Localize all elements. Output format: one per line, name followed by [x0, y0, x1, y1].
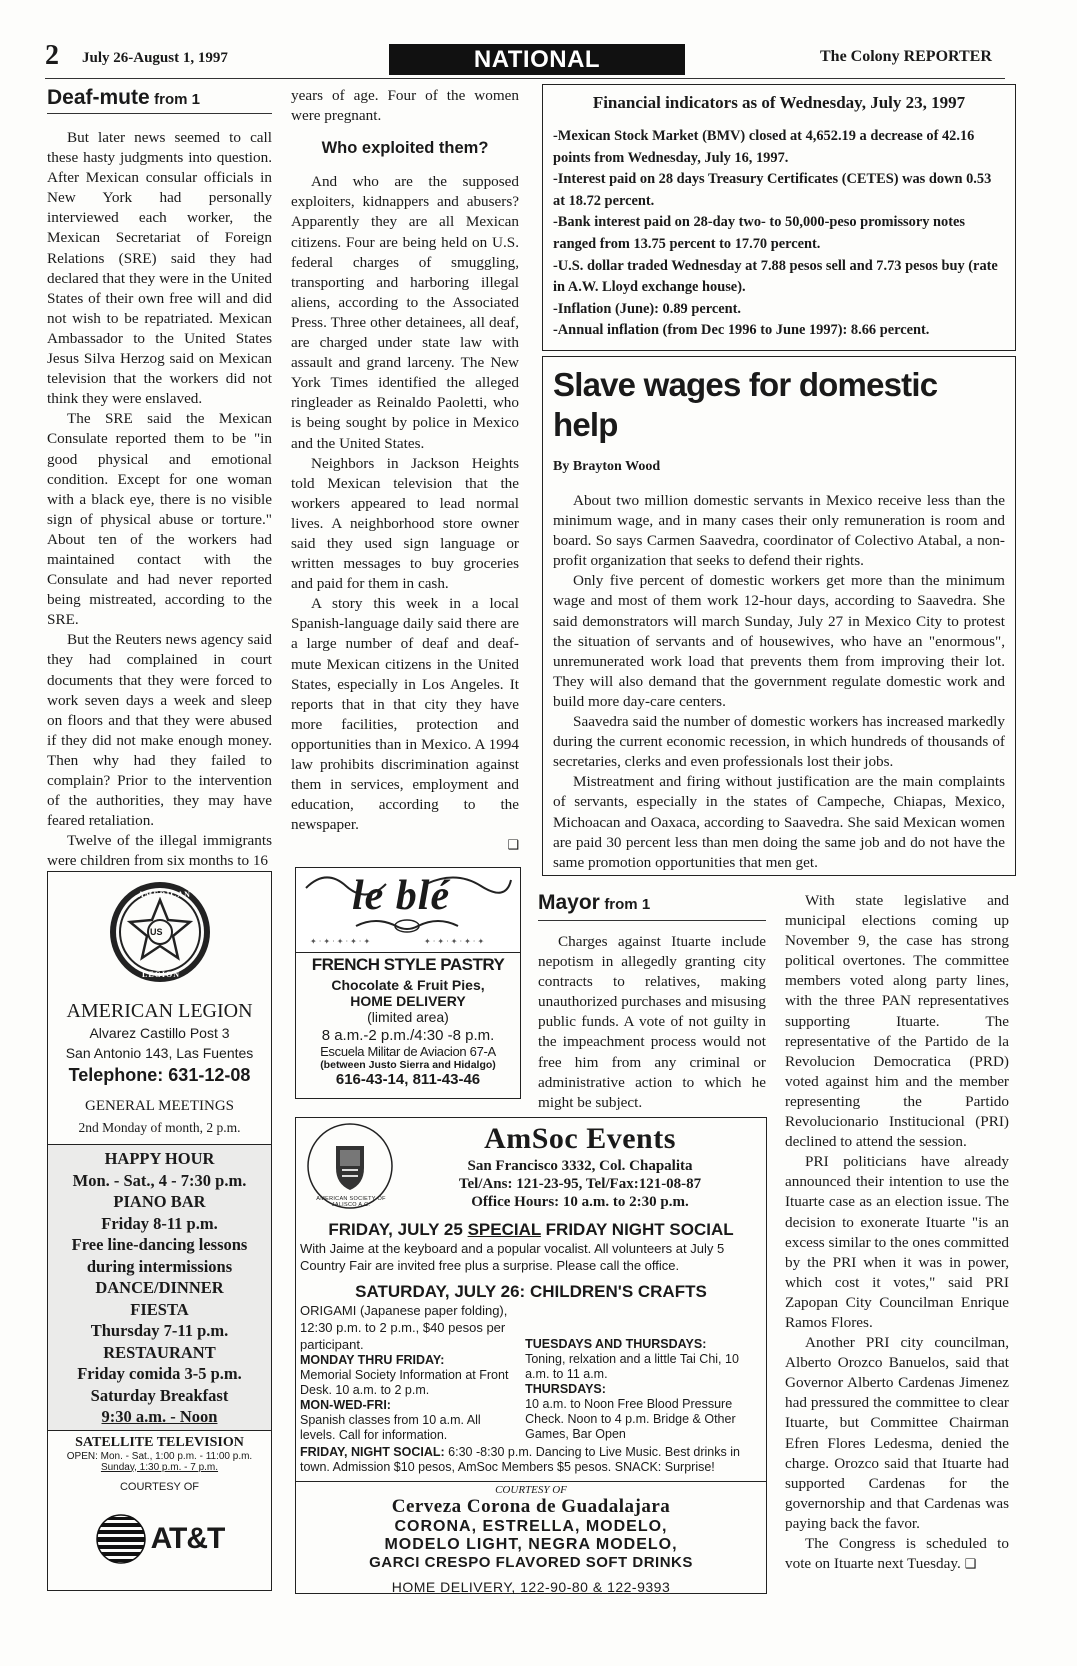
le-ble-between: (between Justo Sierra and Hidalgo) [320, 1059, 496, 1071]
amsoc-friday-heading-special: SPECIAL [467, 1220, 541, 1239]
mayor-column-2 [785, 891, 1009, 1575]
amsoc-schedule [296, 1337, 766, 1443]
le-ble-ad [295, 867, 521, 1099]
legion-happy-hour-panel [48, 1144, 271, 1431]
deafmute-paragraph: And who are the supposed exploiters, kidnappers and abusers? Apparently they are all Mexican citizens. Four are being held on U.S. federal charges of smuggling, transporting and harboring illegal aliens, according to the Associated Press. Three other detainees, all deaf, are charged under state law with assault and grand larceny. The New York Times identified the alleged ringleader as Reinaldo Paoletti, who is being sought by police in Mexico and the United States. [291, 173, 519, 452]
amsoc-friday-heading [296, 1220, 766, 1240]
mayor-paragraph: Charges against Ituarte include nepotism in allegedly granting city contracts to relatives, making unauthorized purchases and misusing public funds. A vote of not guilty in the impeachment process would not free him from any criminal or administrative action to which he might be subject. [538, 933, 766, 1111]
amsoc-friday-night-label: FRIDAY, NIGHT SOCIAL: [300, 1445, 445, 1459]
mayor-headline [538, 891, 650, 915]
legion-meetings-title: GENERAL MEETINGS [84, 1098, 234, 1114]
happy-hour-line: during intermissions [86, 1256, 233, 1276]
amsoc-schedule-left [300, 1353, 519, 1443]
mayor-paragraph [785, 1534, 1009, 1575]
happy-hour-line: Free line-dancing lessons [71, 1235, 248, 1254]
legion-satellite-title: SATELLITE TELEVISION [75, 1434, 244, 1450]
amsoc-sponsor-line2: CORONA, ESTRELLA, MODELO, [394, 1518, 668, 1535]
mayor-final-sentence: The Congress is scheduled to vote on Ituarte next Tuesday. [785, 1535, 1009, 1573]
american-legion-ad [47, 871, 272, 1591]
legion-satellite-sunday: Sunday, 1:30 p.m. - 7 p.m. [100, 1461, 219, 1473]
svg-text:✦ · ✦ · ✦ · ✦ · ✦: ✦ · ✦ · ✦ · ✦ · ✦ [424, 937, 485, 946]
att-globe-icon [95, 1513, 147, 1565]
slave-body [553, 491, 1005, 873]
amsoc-saturday-heading: SATURDAY, JULY 26: CHILDREN'S CRAFTS [355, 1282, 707, 1301]
legion-emblem-bottom-text: LEGION [142, 970, 181, 979]
legion-telephone: Telephone: 631-12-08 [68, 1065, 251, 1085]
le-ble-logo-text: le blé [352, 873, 451, 919]
page-number: 2 [45, 40, 59, 71]
amsoc-tel: Tel/Ans: 121-23-95, Tel/Fax:121-08-87 [458, 1176, 702, 1192]
le-ble-line2: HOME DELIVERY [350, 993, 466, 1009]
amsoc-right-heading-2: THURSDAYS: [525, 1382, 606, 1396]
legion-satellite-open: OPEN: Mon. - Sat., 1:00 p.m. - 11:00 p.m. [66, 1450, 253, 1462]
amsoc-left-text-1: Memorial Society Information at Front Desk. 10 a.m. to 2 p.m. [300, 1368, 509, 1397]
amsoc-courtesy: COURTESY OF [495, 1484, 567, 1496]
financial-item: -Annual inflation (from Dec 1996 to June 1997): 8.66 percent. [553, 322, 930, 339]
amsoc-left-text-2: Spanish classes from 10 a.m. All levels. Call for information. [300, 1413, 481, 1442]
amsoc-office-hours: Office Hours: 10 a.m. to 2:30 p.m. [471, 1194, 689, 1210]
section-title: NATIONAL [473, 46, 601, 73]
happy-hour-line: Friday 8-11 p.m. [101, 1213, 218, 1233]
le-ble-address: Escuela Militar de Aviacion 67-A [320, 1044, 496, 1059]
slave-byline: By Brayton Wood [553, 459, 661, 474]
amsoc-friday-night-text: 6:30 -8:30 p.m. Dancing to Live Music. Best drinks in town. Admission $10 pesos, AmSoc Members $5 pesos. SNACK: Surprise! [300, 1445, 740, 1474]
slave-paragraph: Only five percent of domestic workers get more than the minimum wage and most of them work 12-hour days, according to Saavedra. She said demonstrators will march Sunday, July 27 in Mexico City to protest the situation of servants and of housewives, who have an "enormous", unremunerated work load that prevents them from improving their lot. They will also demand that the government regulate domestic work and build more day-care centers. [553, 572, 1005, 710]
section-banner [389, 44, 685, 75]
le-ble-title: FRENCH STYLE PASTRY [296, 952, 520, 975]
legion-address: San Antonio 143, Las Fuentes [65, 1045, 254, 1061]
deafmute-from: from 1 [154, 91, 200, 108]
deafmute-paragraph: But later news seemed to call these hasty judgments into question. After Mexican consular officials in New York had personally interviewed each worker, the Mexican Secretariat of Foreign Relations (SRE) said they had declared that they were in the United States of their own free will and did not wish to be repatriated. Mexican Ambassador to the United States Jesus Silva Herzog said on Mexican television that the workers did not think they were enslaved. [47, 129, 272, 408]
svg-text:✦ · ✦ · ✦ · ✦ · ✦: ✦ · ✦ · ✦ · ✦ · ✦ [310, 937, 371, 946]
amsoc-friday-text: With Jaime at the keyboard and a popular vocalist. All volunteers at July 5 Country Fair are invited free plus a surprise. Please call the office. [300, 1241, 725, 1273]
amsoc-left-heading-1: MONDAY THRU FRIDAY: [300, 1353, 445, 1367]
financial-box [542, 84, 1016, 351]
amsoc-sponsor-line4: GARCI CRESPO FLAVORED SOFT DRINKS [369, 1554, 693, 1571]
amsoc-right-text-1: Toning, relxation and a little Tai Chi, 10 a.m. to 11 a.m. [525, 1352, 739, 1381]
financial-item: -Inflation (June): 0.89 percent. [553, 300, 741, 317]
legion-post: Alvarez Castillo Post 3 [89, 1025, 230, 1041]
financial-item: -Bank interest paid on 28-day two- to 50,000-peso promissory notes ranged from 13.75 percent to 17.70 percent. [553, 214, 966, 252]
amsoc-delivery: HOME DELIVERY, 122-90-80 & 122-9393 [391, 1579, 671, 1595]
happy-hour-line: RESTAURANT [103, 1342, 216, 1362]
amsoc-header [296, 1118, 766, 1208]
amsoc-friday-night [296, 1445, 766, 1475]
happy-hour-line: DANCE/DINNER [95, 1278, 224, 1297]
slave-paragraph: Mistreatment and firing without justification are the main complaints of servants, especially in the states of Campeche, Chiapas, Mexico, Michoacan and Oaxaca, according to Saavedra. She said Mexican women are paid 30 percent less than men doing the same job and do not have the same promotion opportunities that men get. [553, 773, 1005, 871]
deafmute-continued: years of age. Four of the women were pregnant. [291, 87, 519, 125]
happy-hour-line: HAPPY HOUR [104, 1149, 215, 1168]
amsoc-address: San Francisco 3332, Col. Chapalita [467, 1158, 693, 1174]
amsoc-schedule-right [519, 1337, 762, 1443]
mayor-paragraph: PRI politicians have already announced their intention to use the Ituarte case as an election issue. The decision to exonerate Ituarte "is an excess similar to the ones committed by the PRI when it was in power, which cost it votes," said PRI Zapopan City Councilman Enrique Ramos Flores. [785, 1153, 1009, 1331]
legion-emblem-center-text: US [150, 927, 163, 937]
le-ble-line3: (limited area) [367, 1009, 449, 1025]
legion-meetings-when: 2nd Monday of month, 2 p.m. [78, 1120, 241, 1135]
le-ble-logo [296, 868, 520, 952]
deafmute-headline [47, 86, 200, 110]
mayor-column-1 [538, 932, 766, 1113]
legion-courtesy: COURTESY OF [119, 1480, 200, 1493]
amsoc-ad [295, 1117, 767, 1594]
legion-name: AMERICAN LEGION [66, 1000, 253, 1022]
happy-hour-line: Mon. - Sat., 4 - 7:30 p.m. [72, 1170, 247, 1190]
amsoc-friday-heading-post: FRIDAY NIGHT SOCIAL [540, 1220, 734, 1239]
att-wordmark: AT&T [150, 1521, 225, 1555]
financial-item: -Interest paid on 28 days Treasury Certificates (CETES) was down 0.53 at 18.72 percent. [553, 171, 992, 209]
deafmute-paragraph: Twelve of the illegal immigrants were children from six months to 16 [47, 832, 272, 870]
slave-headline: Slave wages for domestic help [553, 366, 938, 443]
amsoc-left-heading-2: MON-WED-FRI: [300, 1398, 391, 1412]
happy-hour-line: FIESTA [130, 1299, 189, 1319]
deafmute-paragraph: A story this week in a local Spanish-language daily said there are a large number of deaf and deaf-mute Mexican citizens in the United States, especially in Los Angeles. It reports that in that city they have more facilities, protection and opportunities than in Mexico. A 1994 law prohibits discrimination against them in services, employment and education, according to the newspaper. [291, 595, 519, 834]
amsoc-right-heading-1: TUESDAYS AND THURSDAYS: [525, 1337, 707, 1351]
deafmute-paragraph: The SRE said the Mexican Consulate reported them to be "in good physical and emotional condition. Except for one woman with a black eye, there is no visible sign of physical abuse or torture." About ten of the workers had maintained contact with the Consulate and had never reported being mistreated, according to the SRE. [47, 410, 272, 629]
slave-paragraph: Saavedra said the number of domestic workers has increased markedly during the current economic recession, in which hundreds of thousands of secretaries, clerks and even professionals lost their jobs. [553, 713, 1005, 771]
financial-title: Financial indicators as of Wednesday, July 23, 1997 [592, 93, 966, 112]
issue-date: July 26-August 1, 1997 [82, 50, 228, 66]
happy-hour-line: Thursday 7-11 p.m. [90, 1321, 229, 1340]
mayor-paragraph: Another PRI city councilman, Alberto Orozco Banuelos, said that Governor Alberto Cardenas Jimenez had pressured the committee to clear Ituarte, but Committee Chairman Efren Flores Ledesma, denied the charge. Orozco said that Ituarte had supported Cardenas for the governorship and that Cardenas was paying back the favor. [785, 1334, 1009, 1532]
deafmute-rule [47, 113, 272, 114]
amsoc-seal-text: AMERICAN SOCIETY OF JALISCO A.C. [316, 1196, 386, 1208]
amsoc-sponsor-line1: Cerveza Corona de Guadalajara [391, 1496, 671, 1517]
happy-hour-line: 9:30 a.m. - Noon [101, 1407, 218, 1426]
att-logo [48, 1513, 271, 1565]
mayor-title: Mayor [538, 891, 600, 914]
happy-hour-line: PIANO BAR [113, 1192, 206, 1211]
financial-item: -Mexican Stock Market (BMV) closed at 4,652.19 a decrease of 42.16 points from Wednesday, July 16, 1997. [553, 128, 975, 166]
amsoc-sponsor-line3: MODELO LIGHT, NEGRA MODELO, [384, 1536, 678, 1553]
end-mark-icon: ❑ [507, 838, 519, 854]
header-rule [45, 78, 1005, 79]
happy-hour-line: Friday comida 3-5 p.m. [77, 1364, 242, 1383]
amsoc-right-text-2: 10 a.m. to Noon Free Blood Pressure Check. Noon to 4 p.m. Bridge & Other Games, Bar Open [525, 1397, 736, 1441]
deafmute-paragraph: Neighbors in Jackson Heights told Mexican television that the workers appeared to lead normal lives. A neighborhood store owner said they used sign language or written messages to buy groceries and paid for them in cash. [291, 454, 519, 593]
financial-item: -U.S. dollar traded Wednesday at 7.88 pesos sell and 7.73 pesos buy (rate in A.W. Lloyd exchange house). [553, 257, 998, 296]
publication-name: The Colony REPORTER [820, 48, 992, 65]
deafmute-subhead: Who exploited them? [321, 139, 489, 158]
deafmute-paragraph: But the Reuters news agency said they had complained in court documents that they were forced to work seven days a week and sleep on floors and that they were abused if they did not make enough money. Then why had they failed to complain? Prior to the intervention of the authorities, they may have feared retaliation. [47, 631, 272, 830]
legion-happy-hour-list [48, 1148, 271, 1428]
mayor-from: from 1 [604, 896, 651, 913]
amsoc-sponsor-box [296, 1481, 766, 1595]
legion-emblem-top-text: AMERICAN [138, 890, 191, 899]
mayor-rule [538, 920, 766, 921]
slave-paragraph: About two million domestic servants in Mexico receive less than the minimum wage, and in many cases their only remuneration is room and board. So says Carmen Saavedra, coordinator of Colectivo Atabal, a non-profit organization that seeks to defend their rights. [553, 492, 1005, 570]
deafmute-title: Deaf-mute [47, 86, 150, 109]
le-ble-hours: 8 a.m.-2 p.m./4:30 -8 p.m. [321, 1027, 495, 1044]
end-mark-icon: ❑ [964, 1557, 977, 1573]
le-ble-line1: Chocolate & Fruit Pies, [331, 977, 485, 993]
slave-wages-box [542, 356, 1016, 876]
financial-list [553, 126, 1005, 342]
happy-hour-line: Saturday Breakfast [90, 1385, 229, 1405]
amsoc-title: AmSoc Events [484, 1122, 676, 1155]
deafmute-column-1 [47, 128, 272, 871]
amsoc-saturday-text: ORIGAMI (Japanese paper folding), 12:30 p.m. to 2 p.m., $40 pesos per participant. [300, 1303, 508, 1352]
amsoc-friday-heading-pre: FRIDAY, JULY 25 [328, 1220, 468, 1239]
le-ble-phones: 616-43-14, 811-43-46 [335, 1071, 481, 1088]
mayor-paragraph: With state legislative and municipal elections coming up November 9, the case has strong political overtones. The committee members voted along party lines, with the three PAN representatives supporting Ituarte. The representative of the Partido de la Revolucion Democratica (PRD) voted against him and the member representing the Partido Revolucionario Institucional (PRI) declined to attend the session. [785, 892, 1009, 1151]
deafmute-column-2 [291, 86, 519, 856]
